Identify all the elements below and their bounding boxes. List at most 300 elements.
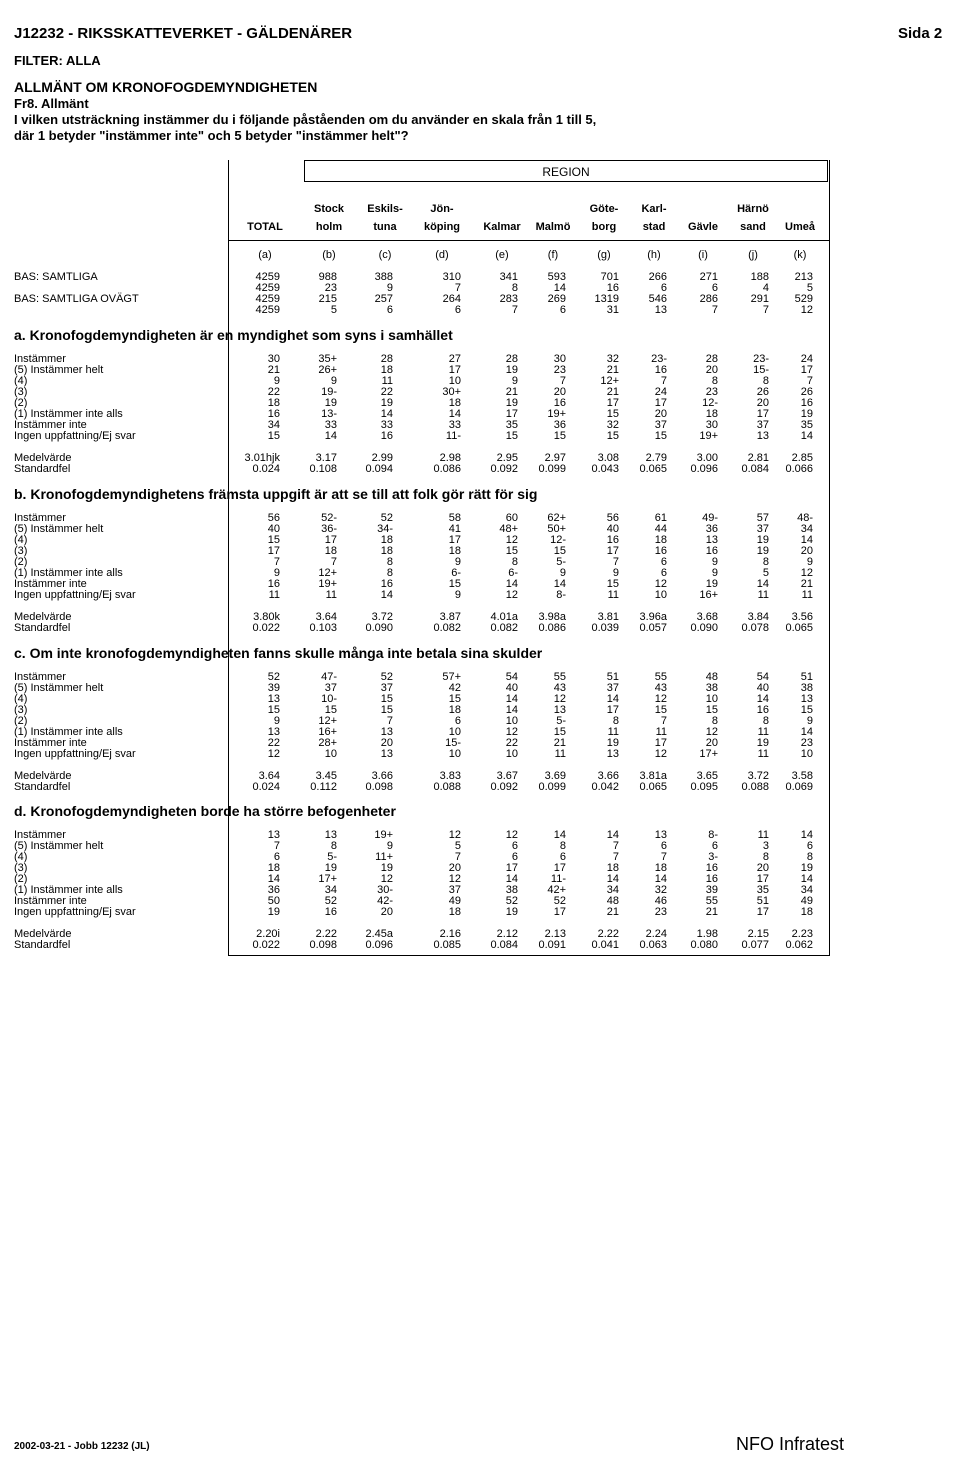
table-cell: 11 xyxy=(607,726,619,738)
table-cell: 7 xyxy=(612,556,619,568)
table-cell: 1319 xyxy=(594,293,619,305)
table-cell: 2.95 xyxy=(496,452,518,464)
table-cell: 14 xyxy=(606,873,619,885)
table-cell: 57 xyxy=(756,512,769,524)
table-cell: 3.66 xyxy=(597,770,619,782)
table-cell: 48 xyxy=(606,895,619,907)
table-cell: 14 xyxy=(654,873,667,885)
table-cell: 27 xyxy=(448,353,461,365)
table-cell: 39 xyxy=(705,884,718,896)
row-label: Medelvärde xyxy=(14,770,72,782)
column-header-line2: borg xyxy=(591,221,617,233)
row-label: Instämmer inte xyxy=(14,737,87,749)
row-label: Instämmer inte xyxy=(14,578,87,590)
table-cell: 14 xyxy=(505,873,518,885)
row-label: Standardfel xyxy=(14,939,71,951)
table-cell: 15 xyxy=(267,534,280,546)
table-cell: 23 xyxy=(324,282,337,294)
question-line: I vilken utsträckning instämmer du i följande påståenden om du använder en skala från 1 till 5, xyxy=(14,112,597,127)
table-cell: 2.23 xyxy=(791,928,813,940)
table-cell: 55 xyxy=(553,671,566,683)
table-cell: 13 xyxy=(553,704,566,716)
table-cell: 58 xyxy=(448,512,461,524)
table-cell: 0.091 xyxy=(538,939,566,951)
table-cell: 264 xyxy=(442,293,461,305)
table-cell: 36 xyxy=(267,884,280,896)
column-header-line1: Göte- xyxy=(589,203,619,215)
table-cell: 10 xyxy=(324,748,337,760)
table-cell: 12 xyxy=(705,726,718,738)
table-cell: 2.20i xyxy=(256,928,280,940)
table-cell: 6- xyxy=(451,567,461,579)
table-cell: 593 xyxy=(547,271,566,283)
table-cell: 15- xyxy=(753,364,769,376)
table-cell: 13 xyxy=(267,693,280,705)
table-cell: 3.00 xyxy=(696,452,718,464)
table-cell: 50 xyxy=(267,895,280,907)
table-cell: 8- xyxy=(556,589,566,601)
filter-label: FILTER: ALLA xyxy=(14,53,101,68)
table-cell: 3.69 xyxy=(544,770,566,782)
table-cell: 23 xyxy=(553,364,566,376)
table-cell: 48 xyxy=(705,671,718,683)
table-cell: 0.082 xyxy=(490,622,518,634)
report-title: J12232 - RIKSSKATTEVERKET - GÄLDENÄRER xyxy=(14,25,353,42)
table-cell: 6- xyxy=(508,567,518,579)
table-cell: 34 xyxy=(324,884,337,896)
table-cell: 11 xyxy=(757,726,769,738)
table-cell: 9 xyxy=(806,715,813,727)
row-label: Instämmer inte xyxy=(14,419,87,431)
table-cell: 22 xyxy=(267,737,280,749)
table-cell: 388 xyxy=(374,271,393,283)
table-cell: 0.065 xyxy=(639,781,667,793)
table-cell: 21 xyxy=(606,386,619,398)
table-cell: 12- xyxy=(550,534,566,546)
table-cell: 215 xyxy=(318,293,337,305)
table-cell: 23- xyxy=(651,353,667,365)
table-cell: 40 xyxy=(606,523,619,535)
row-label: (4) xyxy=(14,534,28,546)
table-cell: 12+ xyxy=(318,715,337,727)
table-cell: 12 xyxy=(380,873,393,885)
column-letter: (g) xyxy=(597,249,611,261)
table-cell: 18 xyxy=(324,545,337,557)
table-cell: 0.098 xyxy=(365,781,393,793)
row-label: (1) Instämmer inte alls xyxy=(14,567,123,579)
table-cell: 1.98 xyxy=(696,928,718,940)
table-cell: 0.099 xyxy=(538,781,566,793)
table-cell: 34 xyxy=(267,419,280,431)
table-cell: 15 xyxy=(267,704,280,716)
table-cell: 12+ xyxy=(318,567,337,579)
table-cell: 11- xyxy=(445,430,461,442)
table-cell: 9 xyxy=(273,715,280,727)
table-cell: 21 xyxy=(553,737,566,749)
table-cell: 28 xyxy=(705,353,718,365)
table-cell: 3.01hjk xyxy=(244,452,280,464)
table-cell: 24 xyxy=(800,353,813,365)
table-cell: 8 xyxy=(806,851,813,863)
table-cell: 42- xyxy=(377,895,393,907)
table-cell: 3.81 xyxy=(597,611,619,623)
table-cell: 19 xyxy=(505,397,518,409)
table-cell: 18 xyxy=(448,397,461,409)
table-cell: 14 xyxy=(505,693,518,705)
table-cell: 8 xyxy=(386,567,393,579)
table-cell: 15 xyxy=(553,430,566,442)
table-cell: 3.17 xyxy=(315,452,337,464)
table-cell: 213 xyxy=(794,271,813,283)
table-cell: 3.72 xyxy=(747,770,769,782)
row-label: Ingen uppfattning/Ej svar xyxy=(14,906,136,918)
table-cell: 40 xyxy=(756,682,769,694)
table-cell: 9 xyxy=(711,556,718,568)
table-cell: 12 xyxy=(448,829,461,841)
table-cell: 988 xyxy=(318,271,337,283)
table-cell: 2.99 xyxy=(371,452,393,464)
table-cell: 6 xyxy=(511,851,518,863)
table-cell: 28 xyxy=(505,353,518,365)
table-cell: 20 xyxy=(380,737,393,749)
table-cell: 0.082 xyxy=(433,622,461,634)
table-cell: 21 xyxy=(606,906,619,918)
table-cell: 12 xyxy=(553,693,566,705)
table-cell: 14 xyxy=(380,589,393,601)
table-cell: 9 xyxy=(386,840,393,852)
table-cell: 14 xyxy=(505,704,518,716)
table-cell: 37 xyxy=(380,682,393,694)
table-cell: 14 xyxy=(380,408,393,420)
table-cell: 15 xyxy=(324,704,337,716)
table-cell: 15 xyxy=(606,578,619,590)
table-cell: 28 xyxy=(380,353,393,365)
table-cell: 51 xyxy=(756,895,769,907)
table-cell: 6 xyxy=(273,851,280,863)
table-cell: 43 xyxy=(654,682,667,694)
table-cell: 20 xyxy=(756,397,769,409)
table-cell: 3.80k xyxy=(253,611,280,623)
table-cell: 6 xyxy=(386,304,393,316)
row-label: Standardfel xyxy=(14,622,71,634)
table-cell: 32 xyxy=(654,884,667,896)
table-cell: 52 xyxy=(505,895,518,907)
table-cell: 15 xyxy=(505,545,518,557)
table-cell: 19 xyxy=(705,578,718,590)
table-cell: 37 xyxy=(654,419,667,431)
table-cell: 2.45a xyxy=(365,928,393,940)
table-cell: 6 xyxy=(711,840,718,852)
table-cell: 55 xyxy=(654,671,667,683)
table-cell: 0.090 xyxy=(690,622,718,634)
table-cell: 15 xyxy=(380,693,393,705)
table-cell: 46 xyxy=(654,895,667,907)
table-cell: 15 xyxy=(654,430,667,442)
table-cell: 7 xyxy=(806,375,813,387)
table-cell: 17 xyxy=(505,408,518,420)
table-cell: 9 xyxy=(806,556,813,568)
question-line: där 1 betyder "instämmer inte" och 5 betyder "instämmer helt"? xyxy=(14,128,409,143)
region-header: REGION xyxy=(304,160,828,182)
table-cell: 52- xyxy=(321,512,337,524)
table-cell: 16 xyxy=(324,906,337,918)
table-cell: 32 xyxy=(606,419,619,431)
page-number: Sida 2 xyxy=(898,25,943,42)
table-cell: 14 xyxy=(606,693,619,705)
table-cell: 0.092 xyxy=(490,463,518,475)
table-cell: 21 xyxy=(606,364,619,376)
table-cell: 54 xyxy=(505,671,518,683)
row-label: BAS: SAMTLIGA xyxy=(14,271,98,283)
table-cell: 11 xyxy=(757,589,769,601)
table-cell: 22 xyxy=(380,386,393,398)
table-cell: 37 xyxy=(448,884,461,896)
table-cell: 0.022 xyxy=(252,622,280,634)
column-letter: (d) xyxy=(435,249,449,261)
table-cell: 7 xyxy=(511,304,518,316)
table-cell: 23 xyxy=(800,737,813,749)
table-cell: 56 xyxy=(267,512,280,524)
table-cell: 12 xyxy=(448,873,461,885)
table-cell: 33 xyxy=(324,419,337,431)
table-cell: 0.084 xyxy=(741,463,769,475)
table-cell: 14 xyxy=(553,578,566,590)
column-letter: (e) xyxy=(495,249,509,261)
table-cell: 17+ xyxy=(699,748,718,760)
table-cell: 16 xyxy=(267,408,280,420)
table-cell: 3.45 xyxy=(315,770,337,782)
table-cell: 15 xyxy=(606,430,619,442)
table-cell: 17 xyxy=(505,862,518,874)
table-cell: 10 xyxy=(448,748,461,760)
table-cell: 7 xyxy=(762,304,769,316)
table-cell: 41 xyxy=(448,523,461,535)
table-cell: 15 xyxy=(654,704,667,716)
table-cell: 11 xyxy=(801,589,813,601)
column-header-line2: sand xyxy=(740,221,766,233)
table-cell: 0.086 xyxy=(538,622,566,634)
table-cell: 0.090 xyxy=(365,622,393,634)
table-cell: 16 xyxy=(800,397,813,409)
table-cell: 26+ xyxy=(318,364,337,376)
table-cell: 0.098 xyxy=(309,939,337,951)
table-cell: 38 xyxy=(800,682,813,694)
table-cell: 18 xyxy=(654,862,667,874)
table-cell: 10- xyxy=(321,693,337,705)
table-cell: 188 xyxy=(750,271,769,283)
table-cell: 52 xyxy=(380,512,393,524)
table-cell: 291 xyxy=(750,293,769,305)
column-header-line2: tuna xyxy=(373,221,397,233)
table-cell: 15 xyxy=(705,704,718,716)
table-cell: 12 xyxy=(505,534,518,546)
table-cell: 4259 xyxy=(255,293,280,305)
row-label: Instämmer xyxy=(14,512,66,524)
table-cell: 0.042 xyxy=(591,781,619,793)
column-header-line2: Malmö xyxy=(535,221,571,233)
row-label: (3) xyxy=(14,862,28,874)
table-cell: 9 xyxy=(454,556,461,568)
row-label: (1) Instämmer inte alls xyxy=(14,726,123,738)
question-text xyxy=(14,96,596,144)
table-cell: 37 xyxy=(324,682,337,694)
table-cell: 6 xyxy=(660,282,667,294)
table-cell: 7 xyxy=(711,304,718,316)
table-cell: 19+ xyxy=(699,430,718,442)
table-cell: 17 xyxy=(756,873,769,885)
table-cell: 9 xyxy=(273,567,280,579)
table-cell: 17 xyxy=(654,397,667,409)
table-cell: 2.24 xyxy=(645,928,667,940)
table-cell: 16 xyxy=(654,545,667,557)
table-cell: 16 xyxy=(705,873,718,885)
table-cell: 17 xyxy=(448,534,461,546)
table-cell: 18 xyxy=(448,704,461,716)
table-cell: 3.66 xyxy=(371,770,393,782)
table-cell: 546 xyxy=(648,293,667,305)
subquestion-title: d. Kronofogdemyndigheten borde ha större befogenheter xyxy=(14,803,396,819)
table-cell: 7 xyxy=(612,840,619,852)
table-cell: 43 xyxy=(553,682,566,694)
table-cell: 8 xyxy=(612,715,619,727)
table-cell: 3.58 xyxy=(791,770,813,782)
table-cell: 18 xyxy=(380,545,393,557)
row-label: Instämmer xyxy=(14,353,66,365)
table-cell: 10 xyxy=(448,375,461,387)
table-cell: 14 xyxy=(606,829,619,841)
table-cell: 8 xyxy=(511,282,518,294)
table-cell: 3.72 xyxy=(371,611,393,623)
column-letter: (a) xyxy=(258,249,272,261)
table-cell: 14 xyxy=(800,430,813,442)
table-cell: 2.81 xyxy=(747,452,769,464)
table-cell: 7 xyxy=(273,840,280,852)
table-cell: 21 xyxy=(267,364,280,376)
table-cell: 8- xyxy=(708,829,718,841)
table-cell: 54 xyxy=(756,671,769,683)
table-cell: 19+ xyxy=(374,829,393,841)
table-cell: 19+ xyxy=(547,408,566,420)
row-label: (1) Instämmer inte alls xyxy=(14,884,123,896)
row-label: (5) Instämmer helt xyxy=(14,364,104,376)
table-cell: 12- xyxy=(702,397,718,409)
table-cell: 341 xyxy=(499,271,518,283)
table-cell: 12 xyxy=(505,829,518,841)
table-cell: 13 xyxy=(800,693,813,705)
subquestion-title: a. Kronofogdemyndigheten är en myndighet som syns i samhället xyxy=(14,327,453,343)
table-cell: 0.066 xyxy=(785,463,813,475)
row-label: (2) xyxy=(14,873,28,885)
table-cell: 30 xyxy=(553,353,566,365)
table-cell: 16+ xyxy=(699,589,718,601)
table-cell: 4259 xyxy=(255,304,280,316)
table-cell: 17 xyxy=(324,534,337,546)
table-cell: 0.094 xyxy=(365,463,393,475)
table-cell: 0.077 xyxy=(741,939,769,951)
table-cell: 12+ xyxy=(600,375,619,387)
table-cell: 3.56 xyxy=(791,611,813,623)
table-cell: 2.13 xyxy=(544,928,566,940)
table-cell: 6 xyxy=(660,840,667,852)
table-cell: 14 xyxy=(553,282,566,294)
table-cell: 20 xyxy=(705,737,718,749)
table-cell: 0.041 xyxy=(591,939,619,951)
column-header-line1: Eskils- xyxy=(367,203,403,215)
table-cell: 9 xyxy=(273,375,280,387)
table-cell: 0.069 xyxy=(785,781,813,793)
column-letter: (k) xyxy=(793,249,807,261)
column-header-line2: Umeå xyxy=(785,221,815,233)
table-cell: 19 xyxy=(267,906,280,918)
table-cell: 52 xyxy=(553,895,566,907)
table-cell: 3.67 xyxy=(496,770,518,782)
table-cell: 18 xyxy=(606,862,619,874)
table-cell: 18 xyxy=(267,862,280,874)
table-cell: 17 xyxy=(654,737,667,749)
table-cell: 47- xyxy=(321,671,337,683)
table-cell: 3.81a xyxy=(639,770,667,782)
table-cell: 37 xyxy=(756,523,769,535)
table-cell: 7 xyxy=(559,375,566,387)
table-cell: 11 xyxy=(607,589,619,601)
section-title: ALLMÄNT OM KRONOFOGDEMYNDIGHETEN xyxy=(14,79,318,95)
table-cell: 12 xyxy=(800,304,813,316)
table-cell: 0.057 xyxy=(639,622,667,634)
table-cell: 20 xyxy=(380,906,393,918)
column-header-line1: Karl- xyxy=(641,203,667,215)
table-cell: 18 xyxy=(448,906,461,918)
table-cell: 37 xyxy=(606,682,619,694)
row-label: Medelvärde xyxy=(14,452,72,464)
table-cell: 10 xyxy=(654,589,667,601)
table-cell: 17 xyxy=(267,545,280,557)
table-cell: 6 xyxy=(660,567,667,579)
table-cell: 19 xyxy=(505,364,518,376)
table-cell: 0.043 xyxy=(591,463,619,475)
table-cell: 9 xyxy=(454,589,461,601)
table-cell: 0.092 xyxy=(490,781,518,793)
table-cell: 16 xyxy=(606,282,619,294)
table-cell: 0.065 xyxy=(639,463,667,475)
table-cell: 20 xyxy=(448,862,461,874)
table-cell: 36- xyxy=(321,523,337,535)
table-cell: 55 xyxy=(705,895,718,907)
table-cell: 5 xyxy=(454,840,461,852)
table-cell: 11 xyxy=(757,748,769,760)
table-cell: 3.08 xyxy=(597,452,619,464)
table-cell: 7 xyxy=(660,715,667,727)
table-cell: 8 xyxy=(762,715,769,727)
table-cell: 40 xyxy=(505,682,518,694)
table-cell: 8 xyxy=(386,556,393,568)
table-cell: 14 xyxy=(800,873,813,885)
table-cell: 8 xyxy=(762,375,769,387)
table-cell: 13- xyxy=(321,408,337,420)
table-cell: 7 xyxy=(612,851,619,863)
row-label: Medelvärde xyxy=(14,928,72,940)
table-cell: 2.15 xyxy=(747,928,769,940)
table-cell: 34 xyxy=(800,884,813,896)
table-cell: 7 xyxy=(386,715,393,727)
table-cell: 19+ xyxy=(318,578,337,590)
table-cell: 19 xyxy=(380,862,393,874)
table-cell: 0.039 xyxy=(591,622,619,634)
table-cell: 8 xyxy=(711,715,718,727)
row-label: (2) xyxy=(14,715,28,727)
table-cell: 3.87 xyxy=(439,611,461,623)
table-cell: 9 xyxy=(386,282,393,294)
table-cell: 12 xyxy=(654,748,667,760)
